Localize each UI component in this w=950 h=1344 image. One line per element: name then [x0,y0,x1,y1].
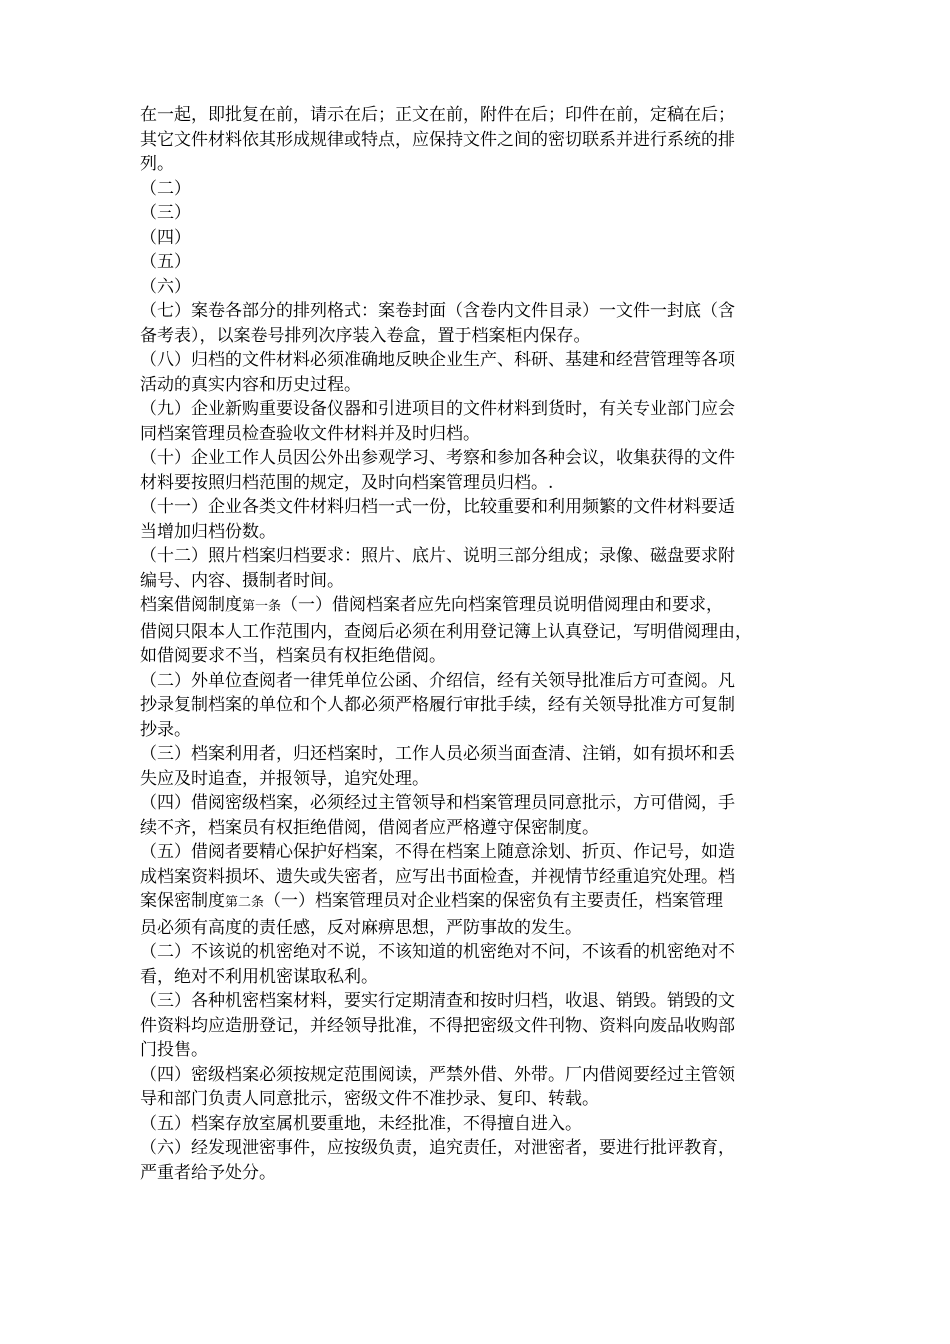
text-line: 严重者给予处分。 [140,1162,276,1183]
text-line: （十）企业工作人员因公外出参观学习、考察和参加各种会议，收集获得的文件 [140,448,735,468]
paragraph [140,397,830,446]
paragraph [140,669,830,743]
paragraph [140,989,830,1063]
paragraph [140,1063,830,1112]
text-line: 编号、内容、摄制者时间。 [140,570,344,591]
line-text: （一）借阅档案者应先向档案管理员说明借阅理由和要求， [281,595,724,615]
line-text: （一）档案管理员对企业档案的保密负有主要责任，档案管理 [264,891,724,911]
text-line: 成档案资料损坏、遗失或失密者，应写出书面检查，并视情节经重追究处理。档 [140,866,735,887]
paragraph [140,791,830,840]
paragraph [140,446,830,495]
text-line: （五） [140,252,191,272]
text-line: 当增加归档份数。 [140,521,276,542]
text-line: （五）档案存放室属机要重地，未经批准，不得擅自进入。 [140,1113,582,1134]
paragraph [140,299,830,348]
text-line: 续不齐，档案员有权拒绝借阅，借阅者应严格遵守保密制度。 [140,817,599,838]
text-line: 备考表），以案卷号排列次序装入卷盒，置于档案柜内保存。 [140,325,591,346]
text-line: 借阅只限本人工作范围内，查阅后必须在利用登记簿上认真登记，写明借阅理由， [140,621,752,642]
text-line: 在一起，即批复在前，请示在后；正文在前，附件在后；印件在前，定稿在后； [140,105,735,125]
text-line: 看，绝对不利用机密谋取私利。 [140,966,378,987]
paragraph [140,201,830,226]
article-number: 第一条 [242,599,282,614]
text-line: （四） [140,227,191,248]
text-line: 抄录复制档案的单位和个人都必须严格履行审批手续，经有关领导批准方可复制 [140,695,735,715]
paragraph [140,940,830,989]
text-line [140,593,830,620]
section-title: 档案借阅制度 [140,595,242,615]
paragraph [140,495,830,544]
text-line: 导和部门负责人同意批示，密级文件不准抄录、复印、转载。 [140,1089,599,1109]
text-line: （三）档案利用者，归还档案时，工作人员必须当面查清、注销，如有损坏和丢 [140,744,735,764]
text-line: （九）企业新购重要设备仪器和引进项目的文件材料到货时，有关专业部门应会 [140,399,735,419]
paragraph [140,275,830,300]
paragraph [140,226,830,251]
text-line: 抄录。 [140,719,191,740]
paragraph [140,348,830,397]
paragraph [140,103,830,177]
text-line: （五）借阅者要精心保护好档案，不得在档案上随意涂划、折页、作记号，如造 [140,842,735,862]
article-number: 第二条 [225,895,265,910]
text-line: （四）密级档案必须按规定范围阅读，严禁外借、外带。厂内借阅要经过主管领 [140,1064,735,1085]
paragraph [140,1112,830,1137]
text-line: 其它文件材料依其形成规律或特点，应保持文件之间的密切联系并进行系统的排 [140,129,735,150]
text-line: 门投售。 [140,1040,208,1060]
text-line: （三）各种机密档案材料，要实行定期清查和按时归档，收退、销毁。销毁的文 [140,991,735,1011]
text-line: （十二）照片档案归档要求：照片、底片、说明三部分组成；录像、磁盘要求附 [140,546,735,566]
text-line: （十一）企业各类文件材料归档一式一份，比较重要和利用频繁的文件材料要适 [140,497,735,517]
text-line: 材料要按照归档范围的规定，及时向档案管理员归档。. [140,472,554,493]
paragraph [140,544,830,593]
text-line: 同档案管理员检查验收文件材料并及时归档。 [140,423,480,444]
text-line: （八）归档的文件材料必须准确地反映企业生产、科研、基建和经营管理等各项 [140,350,735,370]
document-body [140,103,830,1185]
text-line: （六） [140,276,191,297]
paragraph [140,177,830,202]
text-line: （二）不该说的机密绝对不说，不该知道的机密绝对不问，不该看的机密绝对不 [140,942,735,962]
text-line: 活动的真实内容和历史过程。 [140,374,361,395]
text-line: （四）借阅密级档案，必须经过主管领导和档案管理员同意批示，方可借阅，手 [140,793,735,813]
section-title: 案保密制度 [140,891,225,911]
text-line [140,889,830,916]
text-line: （二）外单位查阅者一律凭单位公函、介绍信，经有关领导批准后方可查阅。凡 [140,670,735,691]
text-line: 列。 [140,154,174,174]
paragraph [140,593,830,669]
text-line: （三） [140,203,191,223]
text-line: 如借阅要求不当，档案员有权拒绝借阅。 [140,646,446,666]
text-line: 员必须有高度的责任感，反对麻痹思想，严防事故的发生。 [140,917,582,938]
paragraph [140,250,830,275]
text-line: （七）案卷各部分的排列格式：案卷封面（含卷内文件目录）一文件一封底（含 [140,301,735,321]
text-line: （六）经发现泄密事件，应按级负责，追究责任，对泄密者，要进行批评教育， [140,1138,735,1158]
text-line: 件资料均应造册登记，并经领导批准，不得把密级文件刊物、资料向废品收购部 [140,1015,735,1036]
paragraph [140,840,830,940]
paragraph [140,1136,830,1185]
text-line: 失应及时追查，并报领导，追究处理。 [140,768,429,789]
paragraph [140,742,830,791]
text-line: （二） [140,178,191,199]
